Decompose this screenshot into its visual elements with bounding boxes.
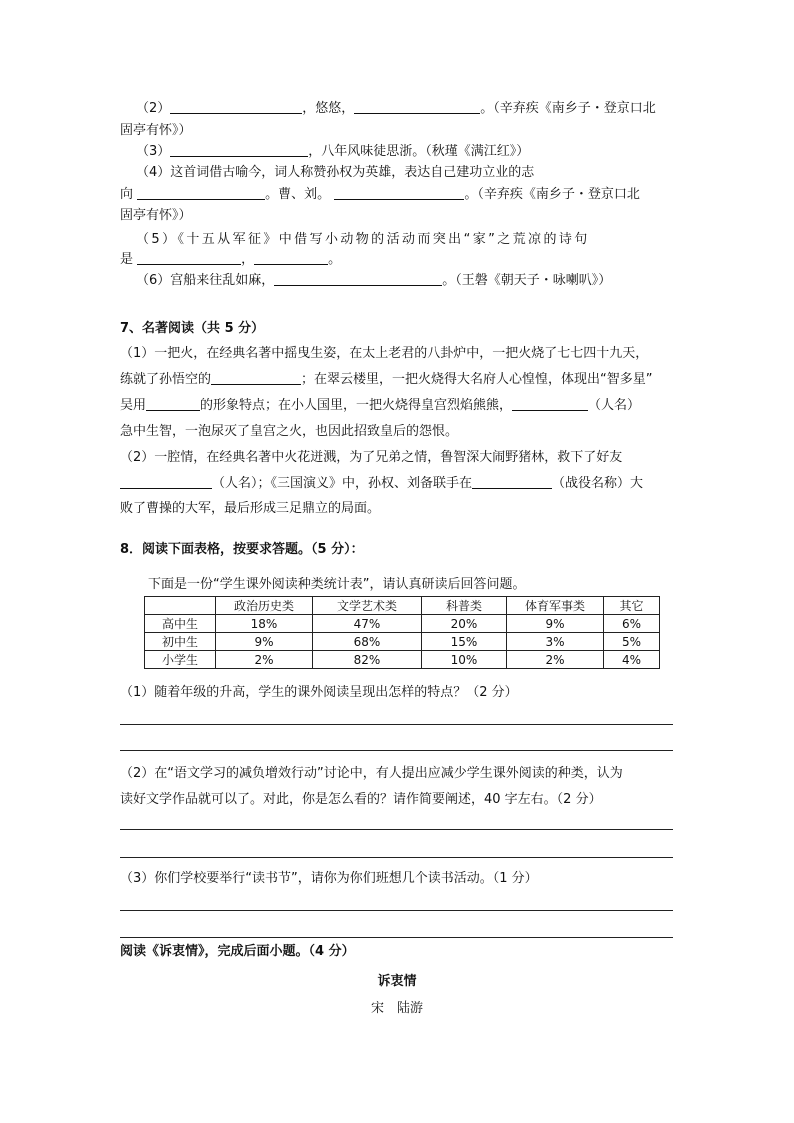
q7-line1: （1）一把火，在经典名著中摇曳生姿，在太上老君的八卦炉中，一把火烧了七七四十九天，: [120, 346, 649, 361]
q8-intro: 下面是一份“学生课外阅读种类统计表”，请认真研读后回答问题。: [148, 577, 526, 592]
answer-blank[interactable]: [211, 372, 301, 385]
table-cell: 3%: [507, 633, 604, 651]
poem-title: 诉衷情: [377, 974, 417, 989]
q8-sub2-line2: 读好文学作品就可以了。对此，你是怎么看的？请作简要阐述，40 字左右。（2 分）: [120, 792, 602, 807]
answer-line[interactable]: [120, 724, 673, 725]
table-cell: 9%: [507, 615, 604, 633]
answer-blank[interactable]: [254, 252, 328, 265]
answer-line[interactable]: [120, 937, 673, 938]
answer-line[interactable]: [120, 857, 673, 858]
table-cell: 82%: [313, 651, 422, 669]
answer-line[interactable]: [120, 750, 673, 751]
answer-blank[interactable]: [274, 273, 442, 286]
answer-blank[interactable]: [512, 398, 588, 411]
table-header-row: [145, 597, 660, 615]
answer-blank[interactable]: [472, 476, 552, 489]
table-header-cell: 其它: [604, 597, 660, 615]
q8-sub2-line1: （2）在“语文学习的减负增效行动”讨论中，有人提出应减少学生课外阅读的种类，认为: [120, 766, 623, 781]
table-cell: 15%: [422, 633, 507, 651]
answer-blank[interactable]: [170, 144, 308, 157]
fill-item-2-cont: 固亭有怀》）: [120, 123, 192, 138]
table-cell: 初中生: [145, 633, 216, 651]
table-row: [145, 633, 660, 651]
q7-line4: 急中生智，一泡尿灭了皇宫之火，也因此招致皇后的怨恨。: [120, 424, 459, 439]
poem-heading: 阅读《诉衷情》，完成后面小题。（4 分）: [120, 944, 355, 959]
table-row: [145, 651, 660, 669]
table-cell: 9%: [216, 633, 313, 651]
fill-item-5: （5）《十五从军征》中借写小动物的活动而突出“家”之荒凉的诗句: [136, 232, 590, 247]
table-cell: 68%: [313, 633, 422, 651]
table-cell: 4%: [604, 651, 660, 669]
answer-blank[interactable]: [120, 476, 212, 489]
answer-blank[interactable]: [170, 101, 302, 114]
answer-blank[interactable]: [137, 187, 265, 200]
table-cell: 5%: [604, 633, 660, 651]
answer-blank[interactable]: [354, 101, 480, 114]
table-header-cell: 体育军事类: [507, 597, 604, 615]
q7-line2: 练就了孙悟空的 ；在翠云楼里，一把火烧得大名府人心惶惶，体现出“智多星”: [120, 372, 653, 387]
table-cell: 6%: [604, 615, 660, 633]
q8-heading: 8．阅读下面表格，按要求答题。（5 分）：: [120, 542, 364, 557]
fill-item-4-line2: 向 。曹、刘。 。（辛弃疾《南乡子・登京口北: [120, 187, 640, 202]
q7-line3: 吴用 的形象特点；在小人国里，一把火烧得皇宫烈焰熊熊， （人名）: [120, 398, 641, 413]
fill-item-4: （4）这首词借古喻今，词人称赞孙权为英雄，表达自己建功立业的志: [136, 165, 535, 180]
table-header-cell: 文学艺术类: [313, 597, 422, 615]
fill-item-5-line2: 是 ， 。: [120, 252, 342, 267]
table-row: [145, 615, 660, 633]
q7-line5: （2）一腔情，在经典名著中火花迸溅，为了兄弟之情，鲁智深大闹野猪林，救下了好友: [120, 450, 623, 465]
reading-stats-table: [144, 596, 660, 669]
q8-sub3: （3）你们学校要举行“读书节”，请你为你们班想几个读书活动。（1 分）: [120, 871, 538, 886]
table-cell: 20%: [422, 615, 507, 633]
fill-item-6: （6）宫船来往乱如麻， 。（王磐《朝天子・咏喇叭》）: [136, 273, 612, 288]
q7-heading: 7、名著阅读（共 5 分）: [120, 321, 265, 336]
answer-blank[interactable]: [334, 187, 464, 200]
fill-item-3: （3） ，八年风味徒思浙。（秋瑾《满江红》）: [136, 144, 530, 159]
fill-item-2: （2） ，悠悠， 。（辛弃疾《南乡子・登京口北: [136, 101, 656, 116]
table-cell: 10%: [422, 651, 507, 669]
table-cell: 47%: [313, 615, 422, 633]
answer-blank[interactable]: [146, 398, 200, 411]
table-cell: 2%: [507, 651, 604, 669]
answer-line[interactable]: [120, 910, 673, 911]
table-cell: 2%: [216, 651, 313, 669]
table-cell: 18%: [216, 615, 313, 633]
table-cell: 高中生: [145, 615, 216, 633]
q7-line7: 败了曹操的大军，最后形成三足鼎立的局面。: [120, 501, 381, 516]
poem-author: 宋 陆游: [370, 1001, 423, 1016]
table-header-cell: 科普类: [422, 597, 507, 615]
answer-blank[interactable]: [137, 252, 241, 265]
q8-sub1: （1）随着年级的升高，学生的课外阅读呈现出怎样的特点？（2 分）: [120, 685, 518, 700]
answer-line[interactable]: [120, 829, 673, 830]
fill-item-4-cont: 固亭有怀》）: [120, 208, 192, 223]
table-header-cell: [145, 597, 216, 615]
table-header-cell: 政治历史类: [216, 597, 313, 615]
q7-line6: （人名）；《三国演义》中，孙权、刘备联手在 （战役名称）大: [120, 475, 675, 493]
table-cell: 小学生: [145, 651, 216, 669]
